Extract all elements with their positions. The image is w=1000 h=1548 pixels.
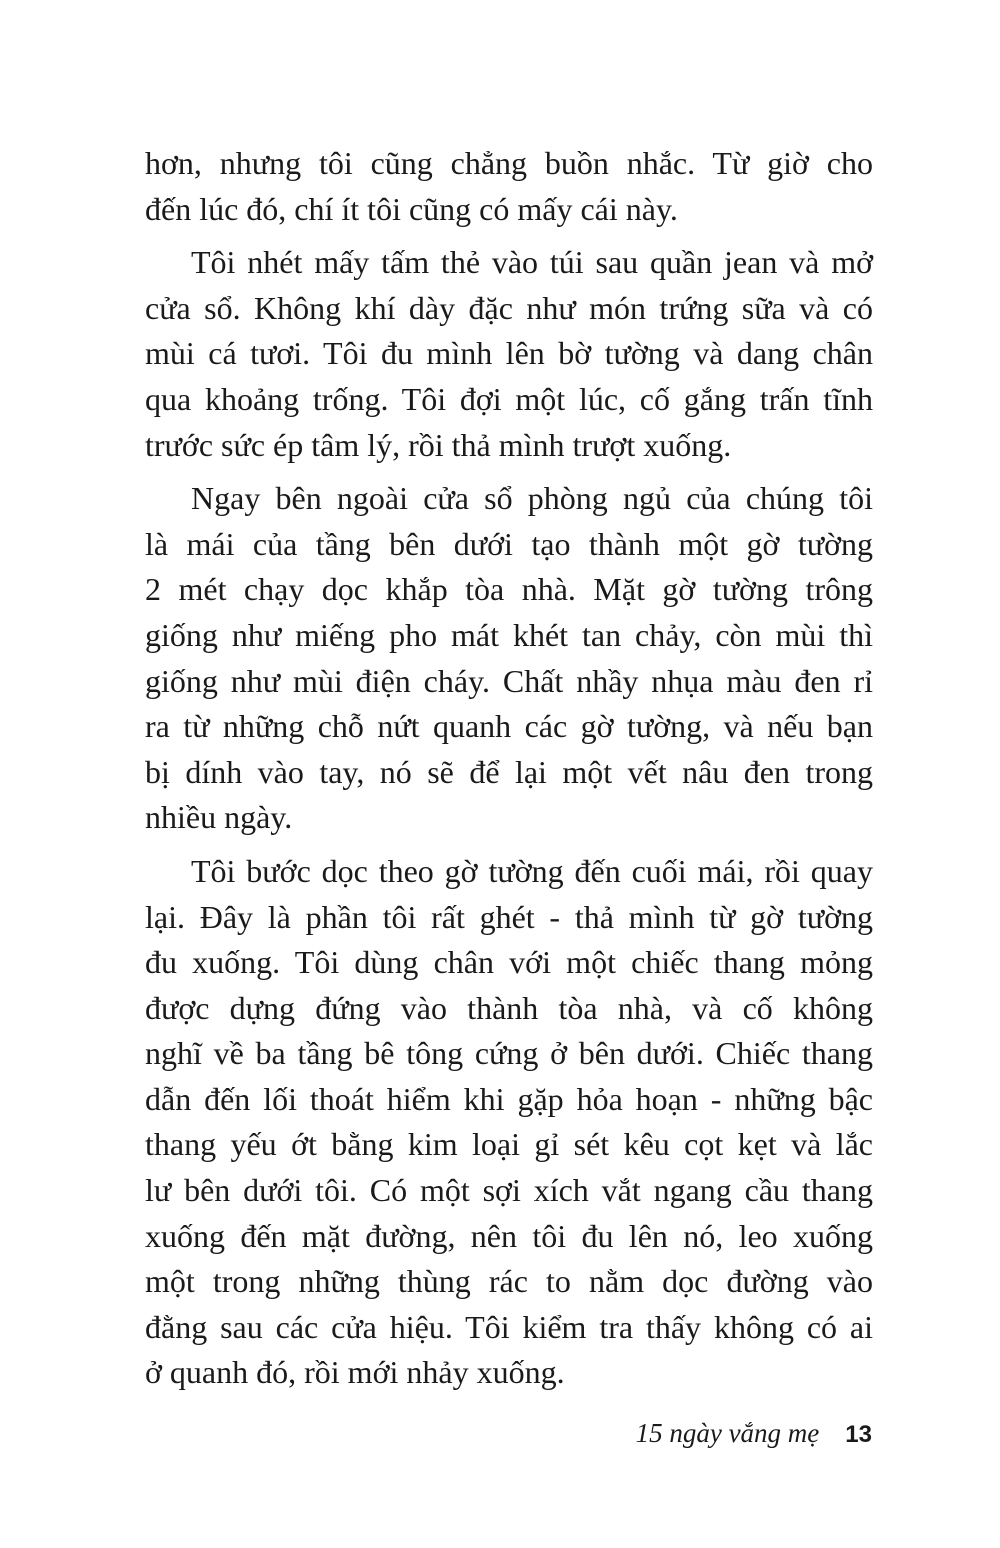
page-footer xyxy=(636,1418,872,1449)
text-line: nghĩ về ba tầng bê tông cứng ở bên dưới. Chiếc thang xyxy=(145,1035,873,1072)
text-line: giống như miếng pho mát khét tan chảy, còn mùi thì xyxy=(145,616,873,653)
page-body xyxy=(145,141,873,1404)
paragraph-4 xyxy=(145,849,873,1396)
paragraph-3 xyxy=(145,476,873,841)
text-line: dẫn đến lối thoát hiểm khi gặp hỏa hoạn - những bậc xyxy=(145,1080,873,1117)
text-line: một trong những thùng rác to nằm dọc đường vào xyxy=(145,1263,873,1300)
text-line: Ngay bên ngoài cửa sổ phòng ngủ của chúng tôi xyxy=(191,480,873,517)
text-line: Tôi nhét mấy tấm thẻ vào túi sau quần jean và mở xyxy=(191,244,873,281)
text-line: lại. Đây là phần tôi rất ghét - thả mình từ gờ tường xyxy=(145,898,873,935)
text-line: hơn, nhưng tôi cũng chẳng buồn nhắc. Từ giờ cho xyxy=(145,145,873,181)
text-line: cửa sổ. Không khí dày đặc như món trứng sữa và có xyxy=(145,289,873,326)
page-number: 13 xyxy=(845,1421,872,1448)
text-line: được dựng đứng vào thành tòa nhà, và cố không xyxy=(145,989,873,1026)
text-line: 2 mét chạy dọc khắp tòa nhà. Mặt gờ tường trông xyxy=(145,571,873,608)
paragraph-1 xyxy=(145,141,873,232)
text-line: Tôi bước dọc theo gờ tường đến cuối mái, rồi quay xyxy=(191,852,873,889)
text-line: bị dính vào tay, nó sẽ để lại một vết nâu đen trong xyxy=(145,753,873,790)
paragraph-2 xyxy=(145,240,873,468)
text-line: đến lúc đó, chí ít tôi cũng có mấy cái này. xyxy=(145,190,678,227)
text-line: xuống đến mặt đường, nên tôi đu lên nó, leo xuống xyxy=(145,1217,873,1254)
text-line: mùi cá tươi. Tôi đu mình lên bờ tường và dang chân xyxy=(145,335,873,372)
text-line: ở quanh đó, rồi mới nhảy xuống. xyxy=(145,1354,565,1391)
running-title: 15 ngày vắng mẹ xyxy=(635,1418,820,1448)
text-line: ra từ những chỗ nứt quanh các gờ tường, và nếu bạn xyxy=(145,708,873,745)
text-line: thang yếu ớt bằng kim loại gỉ sét kêu cọt kẹt và lắc xyxy=(145,1126,873,1163)
text-line: nhiều ngày. xyxy=(145,799,293,836)
text-line: qua khoảng trống. Tôi đợi một lúc, cố gắng trấn tĩnh xyxy=(145,380,873,417)
text-line: đằng sau các cửa hiệu. Tôi kiểm tra thấy không có ai xyxy=(145,1308,873,1345)
text-line: lư bên dưới tôi. Có một sợi xích vắt ngang cầu thang xyxy=(145,1172,873,1209)
text-line: giống như mùi điện cháy. Chất nhầy nhụa màu đen rỉ xyxy=(145,662,873,699)
text-line: đu xuống. Tôi dùng chân với một chiếc thang mỏng xyxy=(145,944,873,981)
text-line: trước sức ép tâm lý, rồi thả mình trượt xuống. xyxy=(145,426,732,463)
text-line: là mái của tầng bên dưới tạo thành một gờ tường xyxy=(145,525,873,562)
